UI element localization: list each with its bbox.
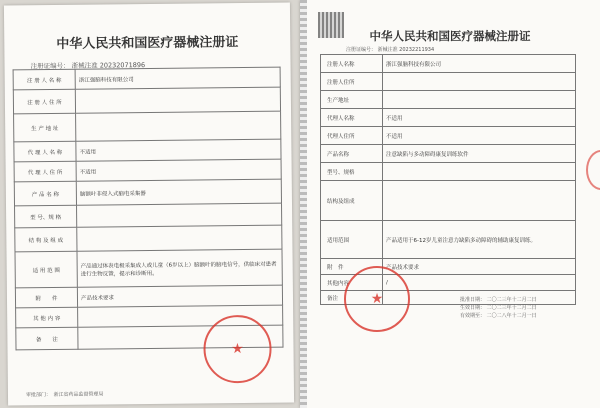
table-row	[321, 221, 576, 259]
field-label: 型号、规格	[321, 163, 383, 181]
field-value: 产品通过体表电极采集成人或儿童（6岁以上）脑额叶的脑电信号，供临床对患者进行生物反馈，提示和诊断用。	[77, 249, 282, 287]
registration-number: 注册证编号： 浙械注准 20232211934	[346, 47, 435, 53]
field-value: 产品技术要求	[77, 285, 282, 307]
table-row	[321, 163, 576, 181]
certificate-left	[4, 3, 294, 406]
field-label: 注 册 人 住 所	[13, 89, 75, 114]
certificate-title: 中华人民共和国医疗器械注册证	[56, 35, 239, 52]
certificate-title: 中华人民共和国医疗器械注册证	[369, 29, 531, 43]
field-label: 生产地址	[321, 91, 383, 109]
field-value: 产品适用于6-12岁儿童注意力缺陷多动障碍的辅助康复训练。	[383, 221, 576, 259]
field-value: 不适用	[76, 139, 281, 161]
table-row	[15, 285, 282, 308]
field-value: 浙江强脑科技有限公司	[75, 67, 280, 89]
field-label: 代理人住所	[321, 127, 383, 145]
table-row	[321, 55, 576, 73]
table-row	[321, 127, 576, 145]
field-label: 附 件	[321, 259, 383, 275]
table-row	[14, 179, 281, 206]
field-label: 适 用 范 围	[15, 251, 77, 288]
redacted-block	[80, 237, 238, 239]
approval-date: 批准日期： 二〇二三年十二月二日	[460, 297, 537, 303]
effective-date: 生效日期： 二〇二三年十二月二日	[460, 305, 537, 311]
table-row	[321, 73, 576, 91]
field-value	[383, 73, 576, 91]
redacted-block	[80, 214, 238, 216]
binding-edge	[300, 0, 307, 408]
official-seal	[203, 315, 272, 384]
field-value: 浙江强脑科技有限公司	[383, 55, 576, 73]
redacted-block	[79, 99, 237, 101]
table-row	[321, 145, 576, 163]
seal-star-icon: ★	[370, 291, 384, 307]
field-label: 适用范围	[321, 221, 383, 259]
seal-star-icon: ★	[231, 341, 244, 358]
field-value	[77, 225, 282, 251]
field-value	[75, 87, 280, 113]
field-label: 其 他 内 容	[16, 307, 78, 328]
field-label: 代理人名称	[321, 109, 383, 127]
table-row	[15, 249, 282, 288]
field-label: 附 件	[15, 287, 77, 308]
field-label: 结构及组成	[321, 181, 383, 221]
field-value: 不适用	[76, 159, 281, 181]
table-row	[14, 111, 281, 142]
redacted-block	[81, 315, 239, 317]
table-row	[15, 203, 282, 228]
field-label: 结 构 及 组 成	[15, 227, 77, 252]
certificate-table	[320, 54, 576, 305]
table-row	[321, 109, 576, 127]
field-value	[77, 203, 282, 227]
expiry-date: 有效期至： 二〇二八年十二月一日	[460, 313, 537, 319]
field-label: 备注	[321, 291, 383, 305]
table-row	[13, 87, 280, 114]
field-label: 产品名称	[321, 145, 383, 163]
field-label: 其他内容	[321, 275, 383, 291]
table-row	[14, 139, 281, 162]
field-value	[383, 163, 576, 181]
field-label: 型 号、规 格	[15, 205, 77, 228]
redacted-block	[79, 125, 237, 127]
field-value	[383, 181, 576, 221]
field-value: 脑额叶非侵入式脑电采集器	[76, 179, 281, 205]
field-label: 注册人名称	[321, 55, 383, 73]
field-value: 产品技术要求	[383, 259, 576, 275]
field-label: 代 理 人 住 所	[14, 161, 76, 182]
partial-seal	[586, 150, 600, 190]
table-row	[15, 225, 282, 252]
table-row	[321, 181, 576, 221]
field-label: 代 理 人 名 称	[14, 141, 76, 162]
field-value: /	[383, 275, 576, 291]
table-row	[14, 159, 281, 182]
field-label: 注 册 人 名 称	[13, 69, 75, 90]
registration-number: 注册证编号： 浙械注准 20232071896	[30, 61, 146, 71]
table-row	[13, 67, 280, 90]
approval-department: 审批部门： 浙江省药品监督管理局	[25, 391, 104, 399]
field-value: 不适用	[383, 109, 576, 127]
field-label: 注册人住所	[321, 73, 383, 91]
field-value: 不适用	[383, 127, 576, 145]
certificate-right	[300, 0, 600, 408]
field-label: 备 注	[16, 327, 78, 350]
field-label: 生 产 地 址	[14, 113, 76, 142]
field-value	[383, 91, 576, 109]
field-value: 注意缺陷与多动障碍康复训练软件	[383, 145, 576, 163]
official-seal	[344, 266, 410, 332]
field-value	[76, 111, 281, 141]
field-label: 产 品 名 称	[14, 181, 76, 206]
table-row	[321, 91, 576, 109]
certificate-table	[13, 67, 284, 351]
